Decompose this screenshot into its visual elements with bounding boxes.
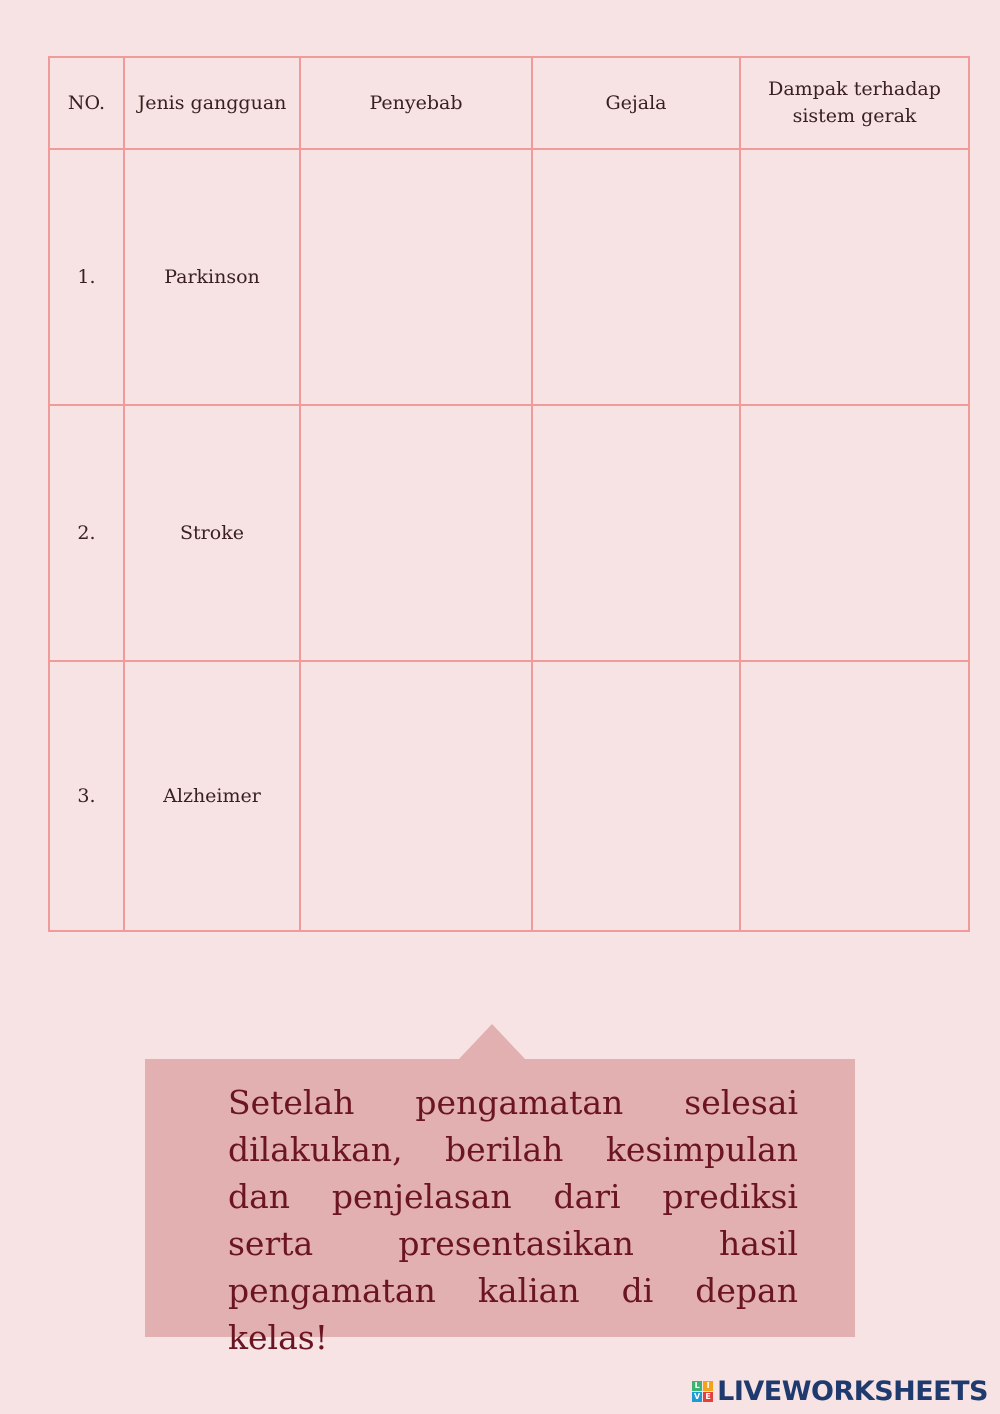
logo-letter: V [694, 1391, 701, 1401]
liveworksheets-logo[interactable] [692, 1376, 988, 1406]
table-row [49, 405, 969, 661]
dampak-answer-cell[interactable] [740, 405, 969, 661]
disorder-worksheet-table [48, 56, 970, 932]
header-no: NO. [49, 57, 124, 149]
logo-mark-icon [692, 1381, 713, 1402]
instruction-callout [145, 1059, 855, 1357]
header-jenis-gangguan: Jenis gangguan [124, 57, 300, 149]
logo-letter: L [692, 1381, 702, 1391]
disorder-name: Alzheimer [124, 661, 300, 931]
row-number: 3. [49, 661, 124, 931]
instruction-text: Setelah pengamatan selesai dilakukan, berilah kesimpulan dan penjelasan dari prediksi serta presentasikan hasil pengamatan kalian di depan kelas! [228, 1083, 798, 1357]
penyebab-answer-cell[interactable] [300, 661, 532, 931]
gejala-answer-cell[interactable] [532, 661, 740, 931]
gejala-answer-cell[interactable] [532, 405, 740, 661]
disorder-name: Parkinson [124, 149, 300, 405]
brand-name: LIVEWORKSHEETS [717, 1375, 988, 1407]
penyebab-answer-cell[interactable] [300, 405, 532, 661]
row-number: 1. [49, 149, 124, 405]
dampak-answer-cell[interactable] [740, 661, 969, 931]
logo-letter: I [703, 1381, 713, 1391]
header-dampak: Dampak terhadap sistem gerak [740, 57, 969, 149]
penyebab-answer-cell[interactable] [300, 149, 532, 405]
header-gejala: Gejala [532, 57, 740, 149]
logo-letter: E [703, 1392, 713, 1402]
callout-pointer [458, 1024, 526, 1060]
dampak-answer-cell[interactable] [740, 149, 969, 405]
table-header-row [49, 57, 969, 149]
header-penyebab: Penyebab [300, 57, 532, 149]
table-row [49, 661, 969, 931]
row-number: 2. [49, 405, 124, 661]
disorder-name: Stroke [124, 405, 300, 661]
table-row [49, 149, 969, 405]
gejala-answer-cell[interactable] [532, 149, 740, 405]
